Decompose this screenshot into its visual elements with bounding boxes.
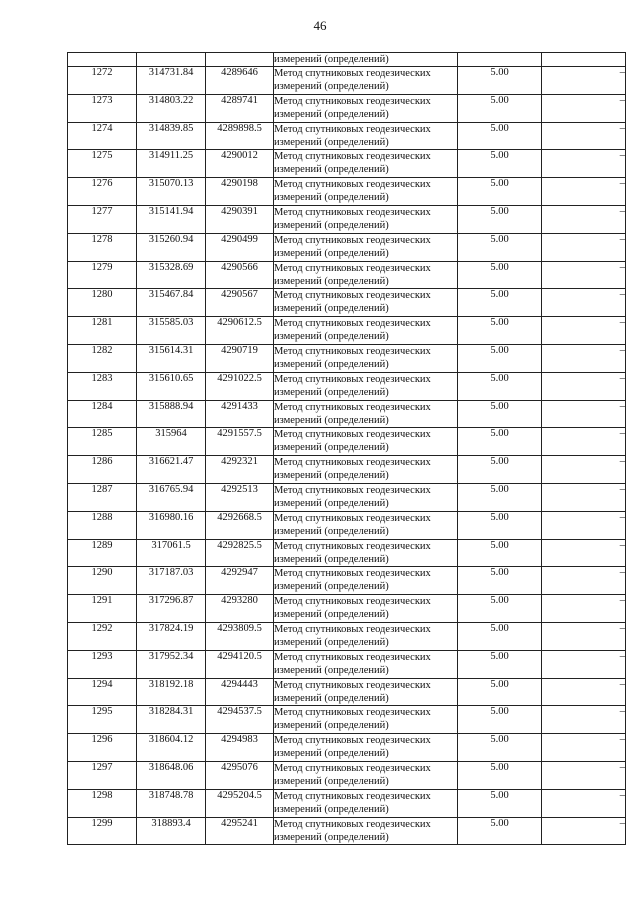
- table-row: [68, 817, 626, 845]
- method-line-1: Метод спутниковых геодезических: [274, 623, 431, 635]
- method-line-1: Метод спутниковых геодезических: [274, 401, 431, 413]
- method-cell: [274, 678, 458, 706]
- method-cell: [274, 261, 458, 289]
- continued-accuracy-cell: [458, 53, 542, 67]
- method-cell: [274, 622, 458, 650]
- table-row: [68, 261, 626, 289]
- accuracy-cell: 5.00: [458, 761, 542, 789]
- point-number-cell: 1281: [68, 317, 137, 345]
- y-coordinate-cell: 4291433: [206, 400, 274, 428]
- y-coordinate-cell: 4294443: [206, 678, 274, 706]
- y-coordinate-cell: 4290198: [206, 178, 274, 206]
- method-line-2: измерений (определений): [274, 470, 389, 482]
- x-coordinate-cell: 317187.03: [137, 567, 206, 595]
- x-coordinate-cell: 315888.94: [137, 400, 206, 428]
- method-line-2: измерений (определений): [274, 692, 389, 704]
- description-cell: –: [542, 706, 626, 734]
- table-row: [68, 400, 626, 428]
- method-line-1: Метод спутниковых геодезических: [274, 373, 431, 385]
- description-cell: –: [542, 178, 626, 206]
- method-line-2: измерений (определений): [274, 331, 389, 343]
- y-coordinate-cell: 4290719: [206, 344, 274, 372]
- method-cell: [274, 317, 458, 345]
- description-cell: –: [542, 789, 626, 817]
- method-cell: [274, 539, 458, 567]
- table-row: [68, 233, 626, 261]
- point-number-cell: 1273: [68, 94, 137, 122]
- point-number-cell: 1280: [68, 289, 137, 317]
- description-cell: –: [542, 734, 626, 762]
- method-line-1: Метод спутниковых геодезических: [274, 707, 431, 719]
- accuracy-cell: 5.00: [458, 483, 542, 511]
- point-number-cell: 1288: [68, 511, 137, 539]
- accuracy-cell: 5.00: [458, 233, 542, 261]
- method-cell: [274, 567, 458, 595]
- table-row: [68, 622, 626, 650]
- method-line-2: измерений (определений): [274, 720, 389, 732]
- method-line-1: Метод спутниковых геодезических: [274, 151, 431, 163]
- table-row: [68, 483, 626, 511]
- x-coordinate-cell: 318893.4: [137, 817, 206, 845]
- y-coordinate-cell: 4295076: [206, 761, 274, 789]
- continued-num-cell: [68, 53, 137, 67]
- description-cell: –: [542, 289, 626, 317]
- coordinates-table: [67, 52, 626, 845]
- accuracy-cell: 5.00: [458, 595, 542, 623]
- method-cell: [274, 233, 458, 261]
- method-cell: [274, 456, 458, 484]
- x-coordinate-cell: 316765.94: [137, 483, 206, 511]
- x-coordinate-cell: 318748.78: [137, 789, 206, 817]
- x-coordinate-cell: 318284.31: [137, 706, 206, 734]
- method-cell: [274, 511, 458, 539]
- accuracy-cell: 5.00: [458, 456, 542, 484]
- y-coordinate-cell: 4294120.5: [206, 650, 274, 678]
- table-row: [68, 67, 626, 95]
- table-row: [68, 317, 626, 345]
- method-line-2: измерений (определений): [274, 803, 389, 815]
- method-line-1: Метод спутниковых геодезических: [274, 818, 431, 830]
- method-line-1: Метод спутниковых геодезических: [274, 123, 431, 135]
- description-cell: –: [542, 122, 626, 150]
- method-line-2: измерений (определений): [274, 525, 389, 537]
- point-number-cell: 1289: [68, 539, 137, 567]
- point-number-cell: 1274: [68, 122, 137, 150]
- y-coordinate-cell: 4292321: [206, 456, 274, 484]
- description-cell: –: [542, 400, 626, 428]
- table-row: [68, 761, 626, 789]
- y-coordinate-cell: 4294983: [206, 734, 274, 762]
- method-line-2: измерений (определений): [274, 192, 389, 204]
- x-coordinate-cell: 315964: [137, 428, 206, 456]
- x-coordinate-cell: 317824.19: [137, 622, 206, 650]
- point-number-cell: 1287: [68, 483, 137, 511]
- point-number-cell: 1272: [68, 67, 137, 95]
- y-coordinate-cell: 4289741: [206, 94, 274, 122]
- y-coordinate-cell: 4293280: [206, 595, 274, 623]
- method-line-2: измерений (определений): [274, 247, 389, 259]
- table-row: [68, 789, 626, 817]
- method-line-1: Метод спутниковых геодезических: [274, 206, 431, 218]
- y-coordinate-cell: 4292825.5: [206, 539, 274, 567]
- accuracy-cell: 5.00: [458, 261, 542, 289]
- accuracy-cell: 5.00: [458, 706, 542, 734]
- accuracy-cell: 5.00: [458, 372, 542, 400]
- y-coordinate-cell: 4294537.5: [206, 706, 274, 734]
- accuracy-cell: 5.00: [458, 622, 542, 650]
- y-coordinate-cell: 4290391: [206, 205, 274, 233]
- x-coordinate-cell: 317952.34: [137, 650, 206, 678]
- table-row: [68, 150, 626, 178]
- method-cell: [274, 761, 458, 789]
- method-cell: [274, 67, 458, 95]
- x-coordinate-cell: 318192.18: [137, 678, 206, 706]
- accuracy-cell: 5.00: [458, 678, 542, 706]
- point-number-cell: 1294: [68, 678, 137, 706]
- y-coordinate-cell: 4292668.5: [206, 511, 274, 539]
- method-line-1: Метод спутниковых геодезических: [274, 512, 431, 524]
- description-cell: –: [542, 678, 626, 706]
- y-coordinate-cell: 4289646: [206, 67, 274, 95]
- method-line-2: измерений (определений): [274, 81, 389, 92]
- y-coordinate-cell: 4293809.5: [206, 622, 274, 650]
- method-line-1: Метод спутниковых геодезических: [274, 457, 431, 469]
- point-number-cell: 1276: [68, 178, 137, 206]
- table-row: [68, 650, 626, 678]
- description-cell: –: [542, 511, 626, 539]
- x-coordinate-cell: 315585.03: [137, 317, 206, 345]
- point-number-cell: 1297: [68, 761, 137, 789]
- point-number-cell: 1285: [68, 428, 137, 456]
- description-cell: –: [542, 67, 626, 95]
- accuracy-cell: 5.00: [458, 289, 542, 317]
- method-line-1: Метод спутниковых геодезических: [274, 651, 431, 663]
- method-line-2: измерений (определений): [274, 164, 389, 176]
- table-row: [68, 428, 626, 456]
- table-row: [68, 539, 626, 567]
- accuracy-cell: 5.00: [458, 789, 542, 817]
- method-line-2: измерений (определений): [274, 636, 389, 648]
- y-coordinate-cell: 4292947: [206, 567, 274, 595]
- continued-y-cell: [206, 53, 274, 67]
- point-number-cell: 1283: [68, 372, 137, 400]
- method-cell: [274, 94, 458, 122]
- accuracy-cell: 5.00: [458, 511, 542, 539]
- accuracy-cell: 5.00: [458, 317, 542, 345]
- method-line-2: измерений (определений): [274, 553, 389, 565]
- method-line-2: измерений (определений): [274, 609, 389, 621]
- x-coordinate-cell: 318648.06: [137, 761, 206, 789]
- table-row: [68, 734, 626, 762]
- table-row: [68, 706, 626, 734]
- method-line-2: измерений (определений): [274, 497, 389, 509]
- x-coordinate-cell: 314803.22: [137, 94, 206, 122]
- y-coordinate-cell: 4295241: [206, 817, 274, 845]
- point-number-cell: 1290: [68, 567, 137, 595]
- table-row: [68, 595, 626, 623]
- point-number-cell: 1284: [68, 400, 137, 428]
- method-cell: [274, 595, 458, 623]
- table-row: [68, 511, 626, 539]
- method-line-1: Метод спутниковых геодезических: [274, 429, 431, 441]
- point-number-cell: 1298: [68, 789, 137, 817]
- method-cell: [274, 150, 458, 178]
- method-line-1: Метод спутниковых геодезических: [274, 234, 431, 246]
- x-coordinate-cell: 316980.16: [137, 511, 206, 539]
- method-line-1: Метод спутниковых геодезических: [274, 179, 431, 191]
- x-coordinate-cell: 315614.31: [137, 344, 206, 372]
- method-line-2: измерений (определений): [274, 358, 389, 370]
- method-cell: [274, 734, 458, 762]
- method-cell: [274, 344, 458, 372]
- table-row: [68, 178, 626, 206]
- table-row: [68, 205, 626, 233]
- table-row: [68, 567, 626, 595]
- x-coordinate-cell: 315610.65: [137, 372, 206, 400]
- description-cell: –: [542, 261, 626, 289]
- method-line-1: Метод спутниковых геодезических: [274, 568, 431, 580]
- continued-x-cell: [137, 53, 206, 67]
- accuracy-cell: 5.00: [458, 94, 542, 122]
- x-coordinate-cell: 314731.84: [137, 67, 206, 95]
- x-coordinate-cell: 315070.13: [137, 178, 206, 206]
- accuracy-cell: 5.00: [458, 428, 542, 456]
- point-number-cell: 1277: [68, 205, 137, 233]
- point-number-cell: 1279: [68, 261, 137, 289]
- accuracy-cell: 5.00: [458, 567, 542, 595]
- method-cell: [274, 178, 458, 206]
- method-line-2: измерений (определений): [274, 442, 389, 454]
- y-coordinate-cell: 4292513: [206, 483, 274, 511]
- method-line-2: измерений (определений): [274, 748, 389, 760]
- method-cell: [274, 122, 458, 150]
- method-line-1: Метод спутниковых геодезических: [274, 484, 431, 496]
- x-coordinate-cell: 316621.47: [137, 456, 206, 484]
- description-cell: –: [542, 650, 626, 678]
- x-coordinate-cell: 317296.87: [137, 595, 206, 623]
- method-line-2: измерений (определений): [274, 664, 389, 676]
- y-coordinate-cell: 4289898.5: [206, 122, 274, 150]
- x-coordinate-cell: 314911.25: [137, 150, 206, 178]
- point-number-cell: 1291: [68, 595, 137, 623]
- y-coordinate-cell: 4290612.5: [206, 317, 274, 345]
- method-line-1: Метод спутниковых геодезических: [274, 68, 431, 79]
- description-cell: –: [542, 94, 626, 122]
- description-cell: –: [542, 205, 626, 233]
- y-coordinate-cell: 4295204.5: [206, 789, 274, 817]
- method-line-1: Метод спутниковых геодезических: [274, 790, 431, 802]
- description-cell: –: [542, 761, 626, 789]
- method-line-2: измерений (определений): [274, 275, 389, 287]
- continued-method-cell: измерений (определений): [274, 53, 458, 67]
- description-cell: –: [542, 483, 626, 511]
- method-line-2: измерений (определений): [274, 303, 389, 315]
- method-line-2: измерений (определений): [274, 775, 389, 787]
- method-line-2: измерений (определений): [274, 414, 389, 426]
- method-line-2: измерений (определений): [274, 831, 389, 843]
- method-line-2: измерений (определений): [274, 386, 389, 398]
- x-coordinate-cell: 314839.85: [137, 122, 206, 150]
- method-line-2: измерений (определений): [274, 581, 389, 593]
- table-row: [68, 122, 626, 150]
- description-cell: –: [542, 150, 626, 178]
- method-line-1: Метод спутниковых геодезических: [274, 762, 431, 774]
- table-row: [68, 678, 626, 706]
- description-cell: –: [542, 317, 626, 345]
- description-cell: –: [542, 539, 626, 567]
- page-number: 46: [313, 18, 327, 33]
- method-cell: [274, 400, 458, 428]
- accuracy-cell: 5.00: [458, 122, 542, 150]
- method-cell: [274, 650, 458, 678]
- accuracy-cell: 5.00: [458, 67, 542, 95]
- accuracy-cell: 5.00: [458, 150, 542, 178]
- point-number-cell: 1278: [68, 233, 137, 261]
- coordinates-table-body: [68, 53, 626, 845]
- point-number-cell: 1293: [68, 650, 137, 678]
- method-line-1: Метод спутниковых геодезических: [274, 262, 431, 274]
- table-row: [68, 456, 626, 484]
- x-coordinate-cell: 317061.5: [137, 539, 206, 567]
- continued-row: [68, 53, 626, 67]
- point-number-cell: 1282: [68, 344, 137, 372]
- accuracy-cell: 5.00: [458, 400, 542, 428]
- method-line-1: Метод спутниковых геодезических: [274, 596, 431, 608]
- point-number-cell: 1299: [68, 817, 137, 845]
- point-number-cell: 1275: [68, 150, 137, 178]
- description-cell: –: [542, 344, 626, 372]
- point-number-cell: 1286: [68, 456, 137, 484]
- table-row: [68, 94, 626, 122]
- accuracy-cell: 5.00: [458, 205, 542, 233]
- method-cell: [274, 289, 458, 317]
- x-coordinate-cell: 315467.84: [137, 289, 206, 317]
- method-line-1: Метод спутниковых геодезических: [274, 679, 431, 691]
- method-cell: [274, 789, 458, 817]
- table-row: [68, 344, 626, 372]
- continued-last-cell: [542, 53, 626, 67]
- method-line-1: Метод спутниковых геодезических: [274, 735, 431, 747]
- method-cell: [274, 372, 458, 400]
- description-cell: –: [542, 595, 626, 623]
- description-cell: –: [542, 456, 626, 484]
- method-cell: [274, 483, 458, 511]
- y-coordinate-cell: 4290012: [206, 150, 274, 178]
- table-row: [68, 289, 626, 317]
- accuracy-cell: 5.00: [458, 178, 542, 206]
- method-cell: [274, 205, 458, 233]
- description-cell: –: [542, 233, 626, 261]
- y-coordinate-cell: 4291022.5: [206, 372, 274, 400]
- x-coordinate-cell: 315141.94: [137, 205, 206, 233]
- accuracy-cell: 5.00: [458, 344, 542, 372]
- description-cell: –: [542, 428, 626, 456]
- method-cell: [274, 706, 458, 734]
- x-coordinate-cell: 318604.12: [137, 734, 206, 762]
- method-line-1: Метод спутниковых геодезических: [274, 540, 431, 552]
- description-cell: –: [542, 817, 626, 845]
- accuracy-cell: 5.00: [458, 817, 542, 845]
- y-coordinate-cell: 4290566: [206, 261, 274, 289]
- accuracy-cell: 5.00: [458, 650, 542, 678]
- method-cell: [274, 428, 458, 456]
- x-coordinate-cell: 315260.94: [137, 233, 206, 261]
- description-cell: –: [542, 372, 626, 400]
- y-coordinate-cell: 4291557.5: [206, 428, 274, 456]
- method-line-1: Метод спутниковых геодезических: [274, 95, 431, 107]
- point-number-cell: 1295: [68, 706, 137, 734]
- table-row: [68, 372, 626, 400]
- accuracy-cell: 5.00: [458, 734, 542, 762]
- method-line-2: измерений (определений): [274, 136, 389, 148]
- x-coordinate-cell: 315328.69: [137, 261, 206, 289]
- point-number-cell: 1292: [68, 622, 137, 650]
- point-number-cell: 1296: [68, 734, 137, 762]
- method-line-1: Метод спутниковых геодезических: [274, 318, 431, 330]
- method-cell: [274, 817, 458, 845]
- accuracy-cell: 5.00: [458, 539, 542, 567]
- method-line-1: Метод спутниковых геодезических: [274, 345, 431, 357]
- method-line-1: Метод спутниковых геодезических: [274, 290, 431, 302]
- method-line-2: измерений (определений): [274, 219, 389, 231]
- y-coordinate-cell: 4290499: [206, 233, 274, 261]
- description-cell: –: [542, 567, 626, 595]
- description-cell: –: [542, 622, 626, 650]
- method-line-2: измерений (определений): [274, 108, 389, 120]
- y-coordinate-cell: 4290567: [206, 289, 274, 317]
